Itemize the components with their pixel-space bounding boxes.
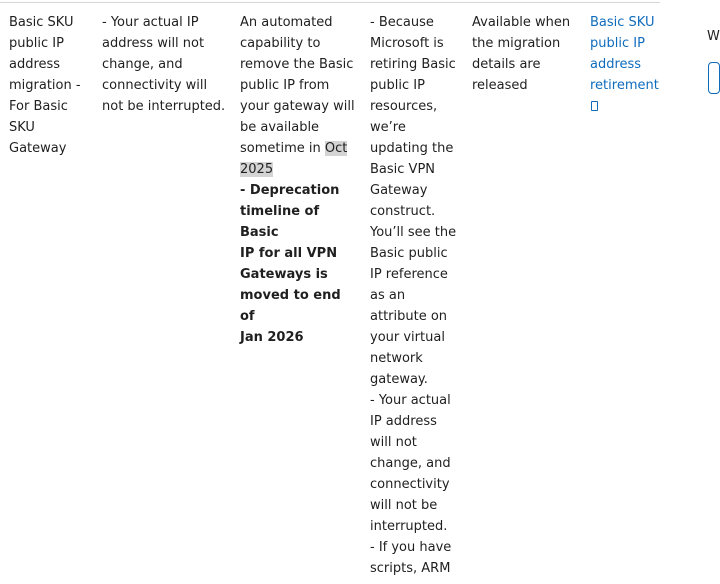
right-panel-fragment: W [707, 29, 720, 44]
timeline-date-line [240, 159, 358, 180]
basic-ip-retirement-link[interactable] [590, 12, 660, 117]
details-line: change, and [370, 456, 451, 471]
feature-line: migration - [9, 78, 81, 93]
details-line: - If you have [370, 540, 452, 555]
status-line: Available when [472, 15, 571, 30]
status-line: the migration [472, 36, 561, 51]
link-cell [590, 12, 660, 117]
deprecation-line: - Deprecation [240, 183, 340, 198]
timeline-line: your gateway will [240, 99, 355, 114]
details-line: will not be [370, 498, 438, 513]
details-line: interrupted. [370, 519, 448, 534]
status-line: details are [472, 57, 541, 72]
timeline-date-line [240, 138, 358, 159]
details-line: network [370, 351, 423, 366]
details-line: retiring Basic [370, 57, 456, 72]
details-line: IP reference [370, 267, 448, 282]
link-line-last[interactable] [590, 75, 660, 117]
impact-line: not be interrupted. [102, 99, 226, 114]
link-line[interactable]: retirement [590, 78, 659, 93]
details-cell [370, 12, 462, 579]
timeline-line: public IP from [240, 78, 330, 93]
feature-line: Gateway [9, 141, 67, 156]
impact-line: connectivity will [102, 78, 208, 93]
feature-line: Basic SKU [9, 15, 74, 30]
details-line: will not [370, 435, 417, 450]
link-line[interactable]: address [590, 57, 642, 72]
details-line: public IP [370, 78, 425, 93]
details-line: IP address [370, 414, 437, 429]
details-line: Basic VPN [370, 162, 436, 177]
impact-cell [102, 12, 230, 117]
deprecation-line: Jan 2026 [240, 330, 304, 345]
details-line: your virtual [370, 330, 445, 345]
feature-line: For Basic [9, 99, 68, 114]
timeline-cell [240, 12, 358, 348]
details-line: connectivity [370, 477, 450, 492]
timeline-line: An automated [240, 15, 333, 30]
details-line: - Because [370, 15, 434, 30]
timeline-line: capability to [240, 36, 321, 51]
feature-line: public IP [9, 36, 64, 51]
impact-line: change, and [102, 57, 183, 72]
link-line[interactable]: Basic SKU [590, 15, 655, 30]
details-line: attribute on [370, 309, 448, 324]
details-line: You’ll see the [370, 225, 457, 240]
status-line: released [472, 78, 528, 93]
right-panel-button[interactable] [708, 62, 720, 94]
details-line: we’re [370, 120, 406, 135]
external-link-icon [591, 101, 598, 111]
details-line: Basic public [370, 246, 448, 261]
feature-cell [9, 12, 93, 159]
details-line: resources, [370, 99, 438, 114]
table-top-border [0, 2, 660, 3]
timeline-line: be available [240, 120, 320, 135]
details-line: Gateway [370, 183, 428, 198]
status-cell [472, 12, 580, 96]
highlighted-date-month: Oct [324, 141, 348, 156]
details-line: Microsoft is [370, 36, 444, 51]
deprecation-line: Gateways is [240, 267, 328, 282]
details-line: construct. [370, 204, 436, 219]
deprecation-line: timeline of Basic [240, 204, 320, 240]
deprecation-line: IP for all VPN [240, 246, 338, 261]
timeline-date-prefix: sometime in [240, 141, 325, 156]
link-line[interactable]: public IP [590, 36, 645, 51]
deprecation-line: moved to end of [240, 288, 341, 324]
details-line: - Your actual [370, 393, 451, 408]
timeline-line: remove the Basic [240, 57, 354, 72]
feature-line: SKU [9, 120, 35, 135]
details-line: scripts, ARM [370, 561, 451, 576]
details-line: gateway. [370, 372, 428, 387]
feature-line: address [9, 57, 61, 72]
highlighted-date-year: 2025 [240, 162, 274, 177]
details-line: as an [370, 288, 406, 303]
impact-line: address will not [102, 36, 205, 51]
details-line: updating the [370, 141, 454, 156]
impact-line: - Your actual IP [102, 15, 199, 30]
